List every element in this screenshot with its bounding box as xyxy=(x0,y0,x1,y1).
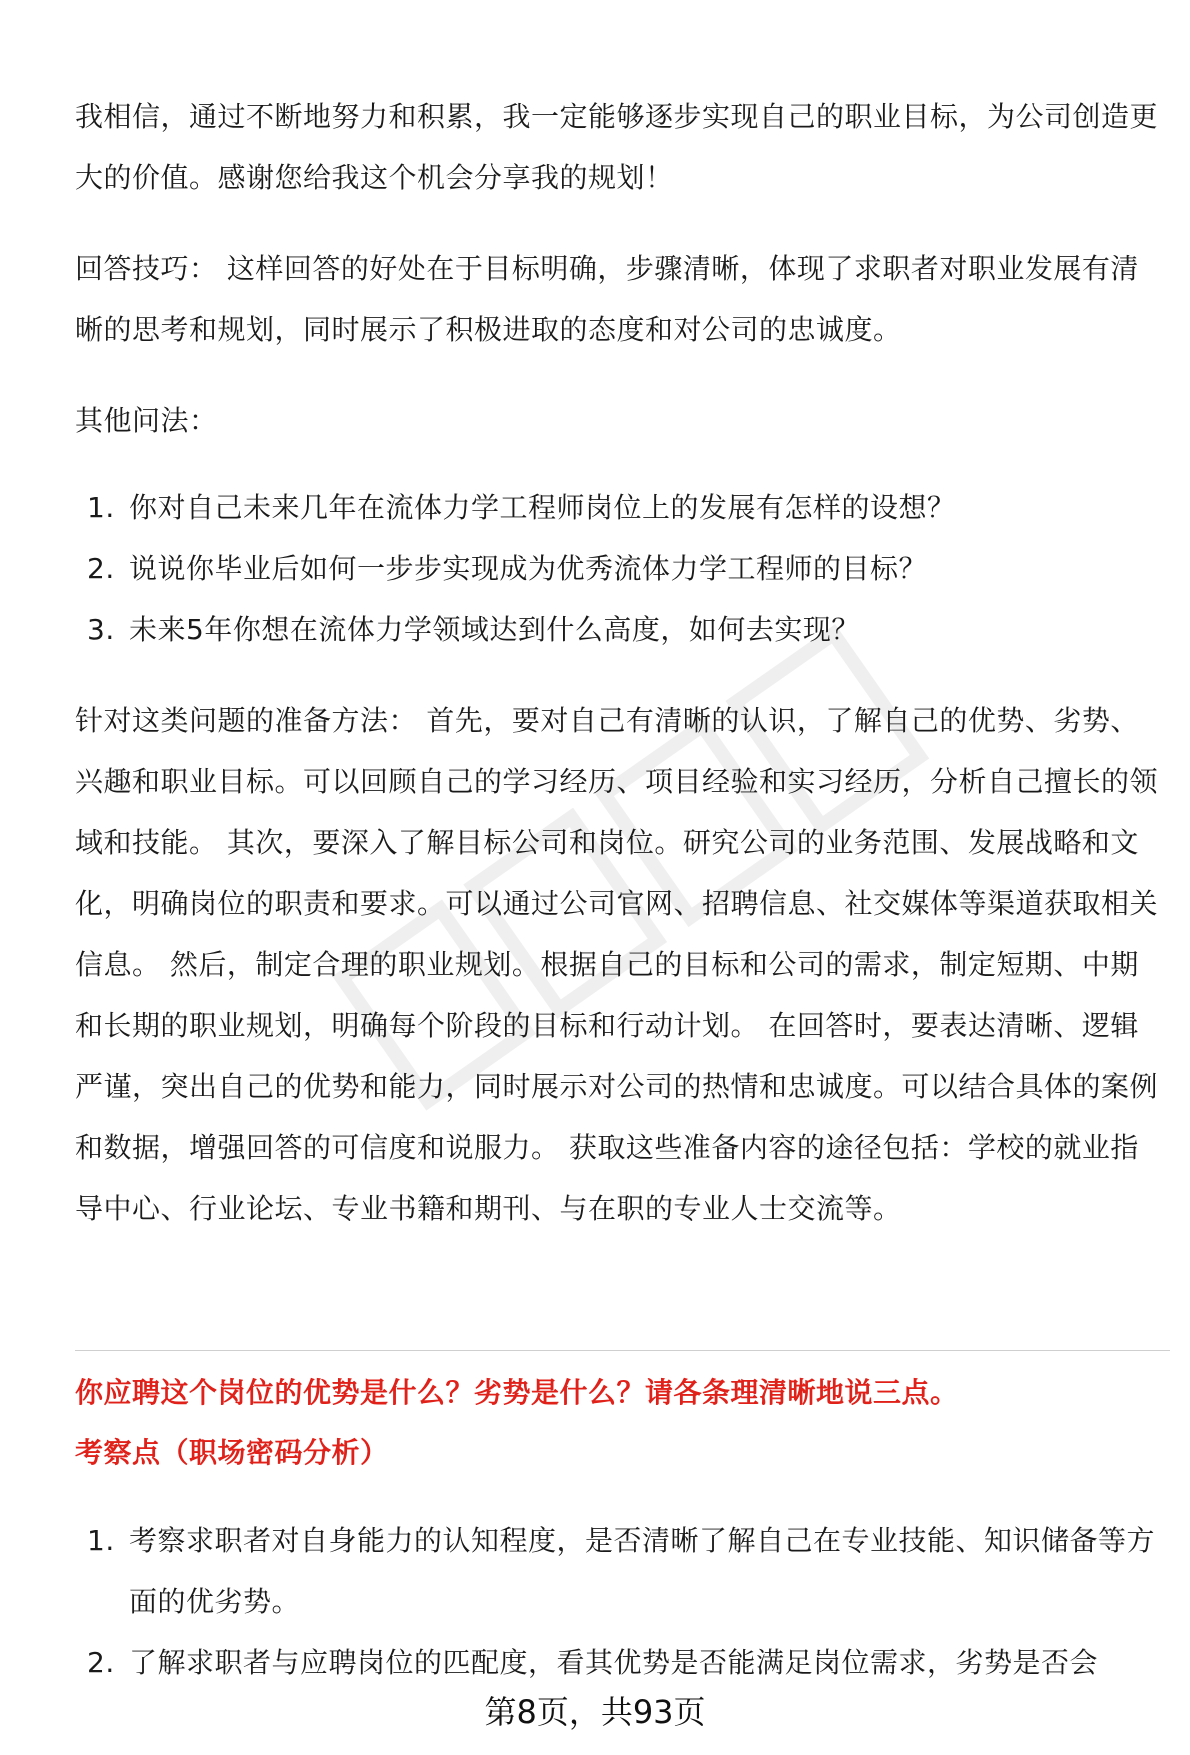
answer-tips-paragraph: 回答技巧： 这样回答的好处在于目标明确，步骤清晰，体现了求职者对职业发展有清晰的思考和规划，同时展示了积极进取的态度和对公司的忠诚度。 xyxy=(75,252,1139,346)
focus-points-list xyxy=(87,1510,1167,1693)
preparation-method-paragraph: 针对这类问题的准备方法： 首先，要对自己有清晰的认识，了解自己的优势、劣势、兴趣和职业目标。可以回顾自己的学习经历、项目经验和实习经历，分析自己擅长的领域和技能。 其次，要深入了解目标公司和岗位。研究公司的业务范围、发展战略和文化，明确岗位的职责和要求。可以通过公司官网、招聘信息、社交媒体等渠道获取相关信息。 然后，制定合理的职业规划。根据自己的目标和公司的需求，制定短期、中期和长期的职业规划，明确每个阶段的目标和行动计划。 在回答时，要表达清晰、逻辑严谨，突出自己的优势和能力，同时展示对公司的热情和忠诚度。可以结合具体的案例和数据，增强回答的可信度和说服力。 获取这些准备内容的途径包括：学校的就业指导中心、行业论坛、专业书籍和期刊、与在职的专业人士交流等。 xyxy=(75,704,1159,1225)
list-number: 2. xyxy=(87,552,115,585)
list-text: 你对自己未来几年在流体力学工程师岗位上的发展有怎样的设想？ xyxy=(129,491,956,524)
question-heading: 你应聘这个岗位的优势是什么？劣势是什么？请各条理清晰地说三点。 xyxy=(75,1376,959,1409)
closing-paragraph: 我相信，通过不断地努力和积累，我一定能够逐步实现自己的职业目标，为公司创造更大的价值。感谢您给我这个机会分享我的规划！ xyxy=(75,100,1159,194)
list-item xyxy=(87,477,956,538)
list-text: 说说你毕业后如何一步步实现成为优秀流体力学工程师的目标？ xyxy=(129,552,928,585)
list-number: 1. xyxy=(87,1524,115,1557)
list-item xyxy=(87,538,956,599)
list-text: 了解求职者与应聘岗位的匹配度，看其优势是否能满足岗位需求，劣势是否会 xyxy=(129,1646,1099,1679)
section-divider xyxy=(75,1350,1170,1351)
list-text: 考察求职者对自身能力的认知程度，是否清晰了解自己在专业技能、知识储备等方面的优劣势。 xyxy=(129,1524,1156,1618)
list-number: 1. xyxy=(87,491,115,524)
list-text: 未来5年你想在流体力学领域达到什么高度，如何去实现？ xyxy=(129,613,860,646)
list-item xyxy=(87,599,956,660)
list-item xyxy=(87,1510,1167,1632)
list-number: 2. xyxy=(87,1646,115,1679)
list-item xyxy=(87,1632,1167,1693)
other-questions-label: 其他问法： xyxy=(75,404,218,437)
focus-heading: 考察点（职场密码分析） xyxy=(75,1436,389,1469)
other-questions-list xyxy=(87,477,956,660)
page-footer: 第8页，共93页 xyxy=(484,1693,706,1731)
list-number: 3. xyxy=(87,613,115,646)
